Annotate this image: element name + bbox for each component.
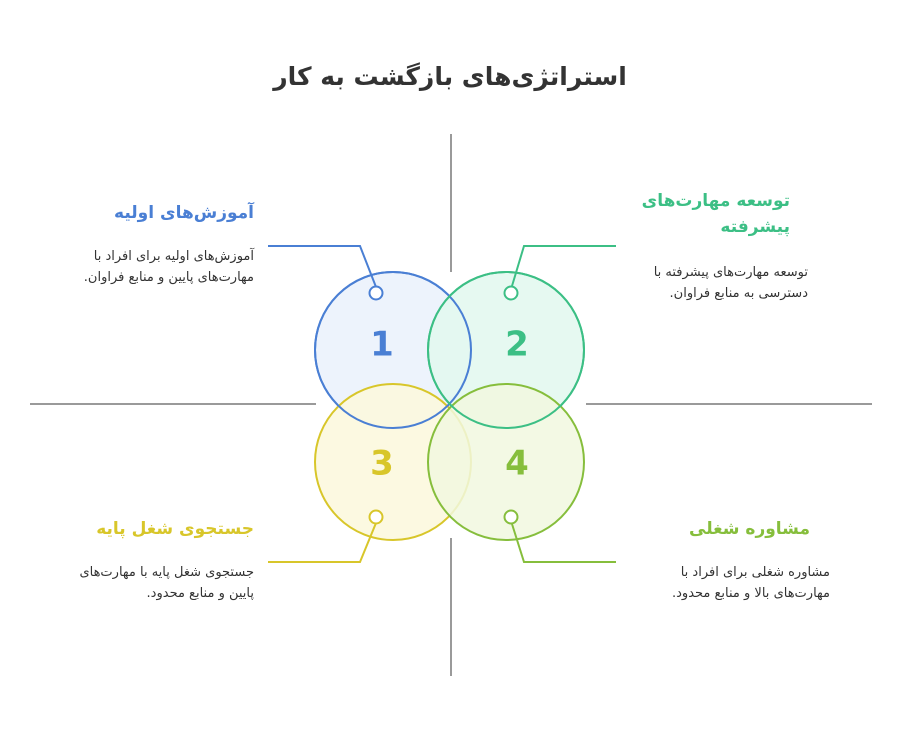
item-3-line-2: پایین و منابع محدود.	[146, 586, 254, 601]
item-2-line-2: دسترسی به منابع فراوان.	[669, 286, 808, 301]
item-2-description	[630, 262, 808, 304]
connector-dot-3	[370, 511, 383, 524]
number-3: 3	[370, 443, 394, 484]
item-4-line-1: مشاوره شغلی برای افراد با	[680, 565, 830, 580]
item-2-heading	[630, 188, 790, 240]
number-4: 4	[505, 443, 529, 484]
diagram-title: استراتژی‌های بازگشت به کار	[273, 62, 627, 91]
connector-dot-1	[370, 287, 383, 300]
item-4-line-2: مهارت‌های بالا و منابع محدود.	[672, 586, 830, 601]
connector-dot-4	[505, 511, 518, 524]
number-1: 1	[370, 324, 394, 365]
item-3-description	[0, 562, 254, 604]
item-2-heading-line-2: پیشرفته	[720, 217, 790, 237]
item-4-heading: مشاوره شغلی	[689, 519, 810, 539]
item-2-line-1: توسعه مهارت‌های پیشرفته با	[653, 265, 808, 280]
connector-dot-2	[505, 287, 518, 300]
item-4-description	[630, 562, 830, 604]
item-3-line-1: جستجوی شغل پایه با مهارت‌های	[79, 565, 254, 580]
number-2: 2	[505, 324, 529, 365]
item-1-line-1: آموزش‌های اولیه برای افراد با	[93, 249, 254, 264]
item-1-line-2: مهارت‌های پایین و منابع فراوان.	[83, 270, 254, 285]
item-1-heading: آموزش‌های اولیه	[114, 203, 254, 223]
item-1-description	[0, 246, 254, 288]
item-3-heading: جستجوی شغل پایه	[96, 519, 254, 539]
item-2-heading-line-1: توسعه مهارت‌های	[641, 191, 790, 211]
